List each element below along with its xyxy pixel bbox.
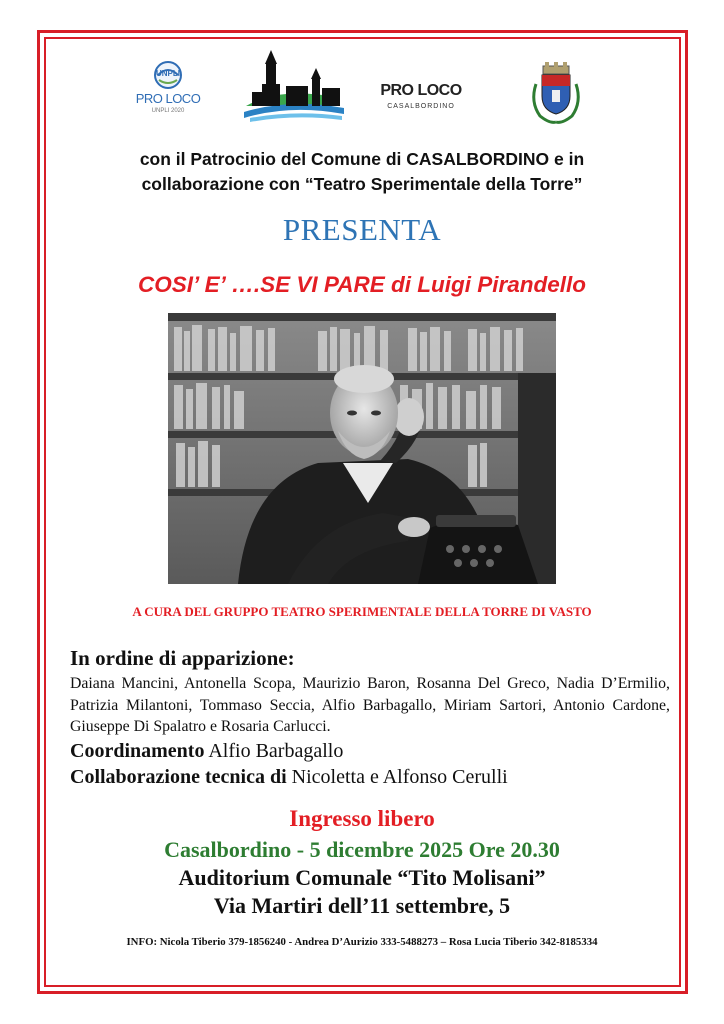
collaboration-value: Nicoletta e Alfonso Cerulli [291, 765, 508, 788]
unpli-proloco-logo [128, 58, 208, 120]
coordination-value: Alfio Barbagallo [208, 739, 344, 762]
event-address: Via Martiri dell’11 settembre, 5 [213, 893, 511, 918]
coordination-credit [70, 738, 670, 764]
unpli-label: UNPLI [156, 69, 180, 78]
play-title: COSI’ E’ ….SE VI PARE di Luigi Pirandello [138, 272, 586, 297]
coordination-label: Coordinamento [70, 739, 205, 762]
cast-section [70, 646, 670, 790]
proloco-town-label: CASALBORDINO [387, 103, 455, 110]
author-photo [168, 313, 556, 584]
patronage-line-2: collaborazione con “Teatro Sperimentale della Torre” [141, 174, 583, 194]
presenta-heading: PRESENTA [282, 212, 442, 247]
town-skyline-logo [240, 48, 350, 126]
patronage-text [60, 147, 664, 197]
proloco-casalbordino-logo [378, 82, 464, 114]
unpli-tagline: UNPLI 2020 [151, 108, 185, 114]
cast-heading: In ordine di apparizione: [70, 646, 295, 670]
logo-row [0, 48, 724, 128]
cast-list: Daiana Mancini, Antonella Scopa, Maurizio Baron, Rosanna Del Greco, Nadia D’Ermilio, Patrizia Milantoni, Tommaso Seccia, Alfio Barbagallo, Miriam Sartori, Antonio Cardone, Giuseppe Di Spalatro e Rosaria Carlucci. [70, 675, 670, 735]
curated-by-text: A CURA DEL GRUPPO TEATRO SPERIMENTALE DELLA TORRE DI VASTO [132, 604, 592, 619]
patronage-line-1: con il Patrocinio del Comune di CASALBORDINO e in [139, 149, 585, 169]
free-entry-text: Ingresso libero [289, 806, 435, 831]
info-contacts: INFO: Nicola Tiberio 379-1856240 - Andrea D’Aurizio 333-5488273 – Rosa Lucia Tiberio 342-8185334 [126, 936, 598, 948]
unpli-proloco-wordmark: PRO LOCO [135, 91, 201, 106]
coat-of-arms [526, 62, 586, 126]
event-venue: Auditorium Comunale “Tito Molisani” [178, 865, 546, 890]
event-date: Casalbordino - 5 dicembre 2025 Ore 20.30 [164, 837, 560, 862]
collaboration-label: Collaborazione tecnica di [70, 765, 287, 788]
pirandello-portrait-image [168, 313, 556, 584]
proloco-wordmark: PRO LOCO [380, 82, 462, 99]
skyline-icon [240, 48, 350, 126]
technical-collaboration-credit [70, 764, 670, 790]
crest-icon [526, 62, 586, 126]
